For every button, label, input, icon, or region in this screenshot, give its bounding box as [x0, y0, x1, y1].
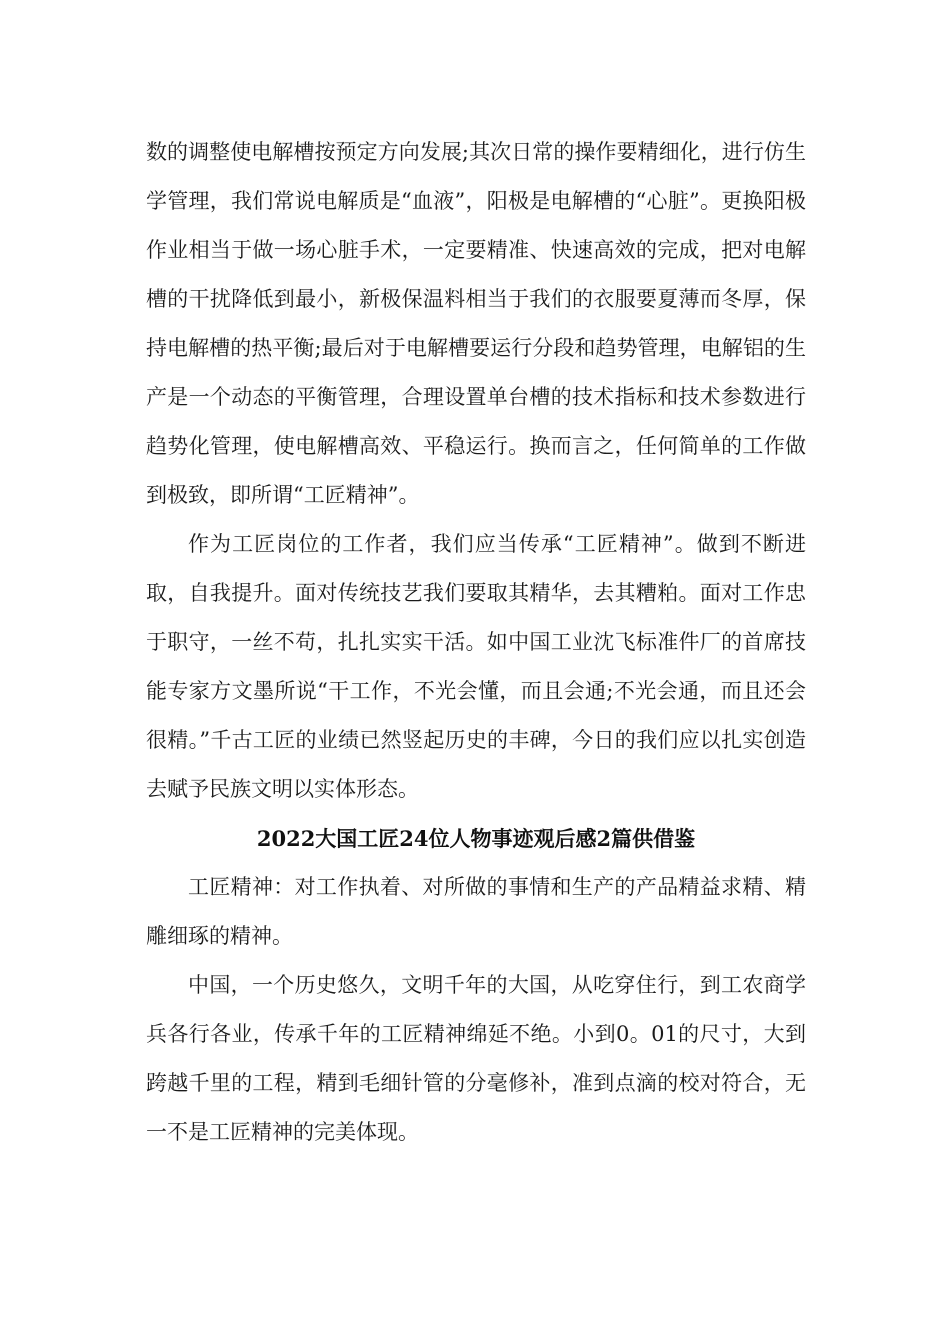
section-paragraph: 工匠精神：对工作执着、对所做的事情和生产的产品精益求精、精雕细琢的精神。 — [146, 875, 806, 948]
section-paragraph: 中国，一个历史悠久，文明千年的大国，从吃穿住行，到工农商学兵各行各业，传承千年的工匠精神绵延不绝。小到0。01的尺寸，大到跨越千里的工程，精到毛细针管的分毫修补，准到点滴的校对符合，无一不是工匠精神的完美体现。 — [146, 973, 806, 1144]
body-paragraph: 作为工匠岗位的工作者，我们应当传承“工匠精神”。做到不断进取，自我提升。面对传统技艺我们要取其精华，去其糟粕。面对工作忠于职守，一丝不苟，扎扎实实干活。如中国工业沈飞标准件厂的首席技能专家方文墨所说“干工作，不光会懂，而且会通;不光会通，而且还会很精。”千古工匠的业绩已然竖起历史的丰碑，今日的我们应以扎实创造去赋予民族文明以实体形态。 — [146, 532, 806, 801]
section-title: 2022大国工匠24位人物事迹观后感2篇供借鉴 — [256, 826, 696, 851]
body-paragraph-continued: 数的调整使电解槽按预定方向发展;其次日常的操作要精细化，进行仿生学管理，我们常说电解质是“血液”，阳极是电解槽的“心脏”。更换阳极作业相当于做一场心脏手术，一定要精准、快速高效的完成，把对电解槽的干扰降低到最小，新极保温料相当于我们的衣服要夏薄而冬厚，保持电解槽的热平衡;最后对于电解槽要运行分段和趋势管理，电解铝的生产是一个动态的平衡管理，合理设置单台槽的技术指标和技术参数进行趋势化管理，使电解槽高效、平稳运行。换而言之，任何简单的工作做到极致，即所谓“工匠精神”。 — [146, 140, 806, 507]
document-body — [146, 128, 806, 1157]
